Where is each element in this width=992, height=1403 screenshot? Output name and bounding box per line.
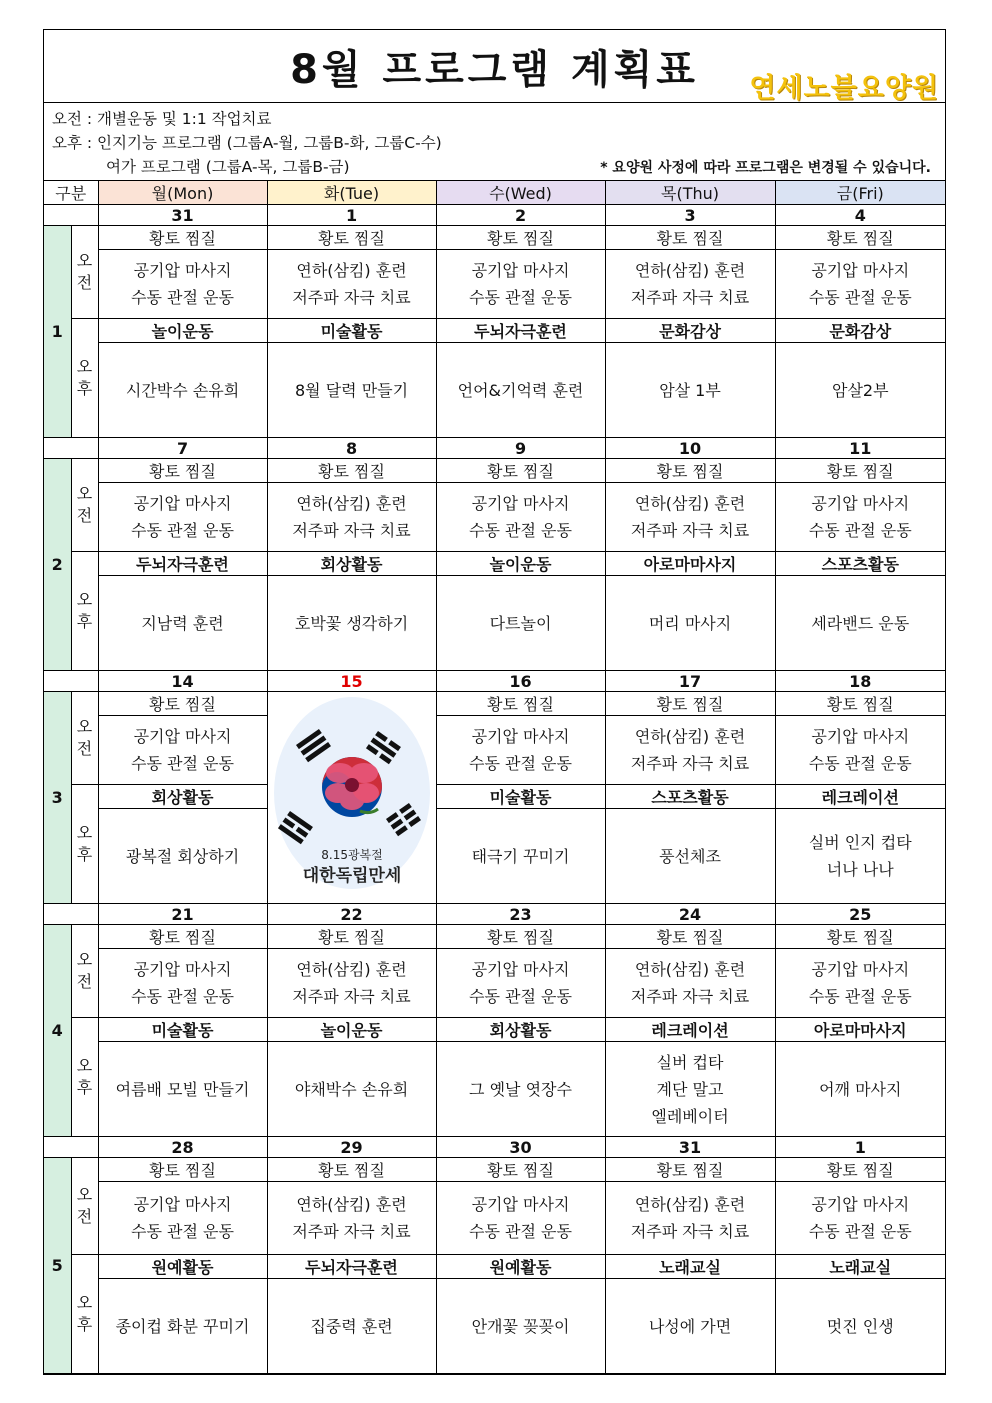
pm-label [71,552,98,671]
date-row [44,904,945,925]
am-activity-top: 황토 찜질 [98,1158,267,1182]
am-activity-top: 황토 찜질 [605,226,775,250]
date-cell: 1 [775,1137,945,1158]
am-activity-b: 수동 관절 운동 [808,1222,912,1241]
pm-detail-line: 시간박수 손유희 [125,380,240,400]
am-activities [436,483,605,552]
pm-detail-line: 암살2부 [831,380,889,400]
pm-program-detail [605,1279,775,1374]
am-activity-a: 연하(삼킴) 훈련 [296,960,407,979]
pm-detail-line: 호박꽃 생각하기 [294,613,409,633]
am-label-2: 전 [76,972,93,991]
am-activity-a: 연하(삼킴) 훈련 [296,1195,407,1214]
am-activity-top: 황토 찜질 [775,459,945,483]
pm-detail-line: 풍선체조 [659,846,721,866]
am-activities [605,483,775,552]
header-tue: 화(Tue) [267,181,436,205]
pm-detail-line: 실버 인지 컵타 [808,833,912,852]
am-activity-a: 공기압 마사지 [471,1195,570,1214]
date-cell: 3 [605,205,775,226]
header-fri: 금(Fri) [775,181,945,205]
am-activity-a: 연하(삼킴) 훈련 [634,960,746,979]
am-activities [436,949,605,1018]
date-cell: 17 [605,671,775,692]
am-activity-top: 황토 찜질 [267,925,436,949]
am-activity-top: 황토 찜질 [605,459,775,483]
date-row-spacer [44,904,98,925]
am-activity-b: 수동 관절 운동 [469,288,572,307]
am-activities [605,716,775,785]
holiday-caption-2: 대한독립만세 [302,866,401,886]
pm-program-detail [605,1042,775,1137]
am-label-2: 전 [76,506,93,525]
liberation-day-illustration [268,693,436,898]
am-activity-a: 공기압 마사지 [471,261,570,280]
pm-label-1: 오 [76,357,93,376]
am-activities [775,483,945,552]
pm-detail-line: 나성에 가면 [648,1316,732,1336]
date-row-spacer [44,671,98,692]
am-activity-top: 황토 찜질 [436,459,605,483]
am-activity-top: 황토 찜질 [775,226,945,250]
am-activity-a: 공기압 마사지 [811,960,910,979]
pm-detail-line: 실버 컵타 [656,1052,724,1072]
am-activity-b: 수동 관절 운동 [469,1222,572,1241]
pm-detail-line: 그 옛날 엿장수 [469,1079,572,1099]
am-activity-a: 공기압 마사지 [133,727,232,746]
am-activities [98,716,267,785]
pm-program-detail [436,576,605,671]
am-activity-a: 공기압 마사지 [133,494,232,513]
pm-detail-line: 머리 마사지 [648,613,732,633]
pm-program-detail [775,576,945,671]
am-label [71,226,98,319]
date-cell: 22 [267,904,436,925]
pm-program-title: 미술활동 [436,785,605,809]
date-cell: 29 [267,1137,436,1158]
week-number: 2 [44,459,71,671]
date-cell: 15 [267,671,436,692]
am-activity-a: 연하(삼킴) 훈련 [296,261,407,280]
am-label [71,925,98,1018]
pm-program-title: 문화감상 [605,319,775,343]
am-label-1: 오 [76,484,93,503]
pm-detail-line: 암살 1부 [659,380,721,400]
pm-program-detail [98,576,267,671]
date-cell: 14 [98,671,267,692]
header-mon: 월(Mon) [98,181,267,205]
am-activity-top: 황토 찜질 [267,459,436,483]
schedule-sheet [43,29,946,1375]
pm-detail-line: 야채박수 손유희 [294,1079,409,1099]
date-cell: 2 [436,205,605,226]
am-activities [267,1182,436,1255]
am-activity-b: 저주파 자극 치료 [630,288,750,307]
date-cell: 30 [436,1137,605,1158]
pm-program-title: 레크레이션 [775,785,945,809]
am-activity-b: 수동 관절 운동 [131,1222,234,1241]
am-activity-b: 수동 관절 운동 [131,288,234,307]
am-activity-b: 수동 관절 운동 [469,987,572,1006]
pm-detail-line: 종이컵 화분 꾸미기 [115,1316,250,1336]
pm-program-title: 놀이운동 [267,1018,436,1042]
pm-program-detail [605,343,775,438]
pm-detail-line: 계단 말고 [656,1079,724,1099]
am-activity-a: 공기압 마사지 [471,727,570,746]
am-label-2: 전 [76,1207,93,1226]
pm-program-title: 레크레이션 [605,1018,775,1042]
pm-program-title: 문화감상 [775,319,945,343]
am-label-1: 오 [76,251,93,270]
date-cell: 9 [436,438,605,459]
info-line-am: 오전 : 개별운동 및 1:1 작업치료 [52,110,272,128]
pm-program-detail [436,1042,605,1137]
pm-program-title: 회상활동 [436,1018,605,1042]
date-cell: 31 [98,205,267,226]
am-activities [267,250,436,319]
pm-program-detail [98,1042,267,1137]
info-line-pm: 오후 : 인지기능 프로그램 (그룹A-월, 그룹B-화, 그룹C-수) [52,134,442,152]
pm-program-title: 스포츠활동 [775,552,945,576]
date-cell: 21 [98,904,267,925]
pm-label-2: 후 [76,379,93,398]
pm-program-title: 놀이운동 [436,552,605,576]
am-activity-b: 수동 관절 운동 [808,754,912,773]
am-label [71,692,98,785]
am-activities [775,250,945,319]
header-wed: 수(Wed) [436,181,605,205]
header-thu: 목(Thu) [605,181,775,205]
pm-program-detail [267,343,436,438]
date-cell: 4 [775,205,945,226]
date-cell: 18 [775,671,945,692]
am-activity-b: 저주파 자극 치료 [630,987,750,1006]
am-activity-b: 수동 관절 운동 [808,521,912,540]
pm-label-2: 후 [76,845,93,864]
date-cell: 8 [267,438,436,459]
am-activities [605,250,775,319]
title-row [44,30,945,103]
organization-name: 연세노블요양원 [749,73,939,104]
am-activity-a: 공기압 마사지 [811,261,910,280]
week-number: 4 [44,925,71,1137]
am-activity-a: 공기압 마사지 [811,727,910,746]
pm-detail-line: 다트놀이 [489,613,552,633]
am-label-2: 전 [76,739,93,758]
pm-label [71,1018,98,1137]
am-activity-b: 수동 관절 운동 [131,754,234,773]
am-activity-a: 연하(삼킴) 훈련 [634,1195,746,1214]
pm-program-title: 두뇌자극훈련 [436,319,605,343]
am-activity-top: 황토 찜질 [775,925,945,949]
am-activity-b: 수동 관절 운동 [469,754,572,773]
pm-program-detail [775,343,945,438]
date-cell: 31 [605,1137,775,1158]
date-cell: 16 [436,671,605,692]
am-activity-top: 황토 찜질 [436,226,605,250]
pm-program-detail [267,1042,436,1137]
pm-label-2: 후 [76,1078,93,1097]
page-title: 8월 프로그램 계획표 [290,47,699,93]
pm-detail-line: 멋진 인생 [826,1316,894,1336]
am-activity-b: 수동 관절 운동 [131,521,234,540]
pm-detail-line: 지남력 훈련 [141,613,224,633]
pm-detail-line: 안개꽃 꽂꽂이 [471,1316,570,1336]
am-activities [436,716,605,785]
am-activity-top: 황토 찜질 [98,459,267,483]
date-cell: 23 [436,904,605,925]
pm-program-detail [775,1279,945,1374]
am-activities [436,250,605,319]
am-label-1: 오 [76,1185,93,1204]
pm-program-title: 놀이운동 [98,319,267,343]
am-activities [267,949,436,1018]
pm-program-detail [98,1279,267,1374]
am-activity-b: 수동 관절 운동 [469,521,572,540]
date-row [44,671,945,692]
pm-program-title: 원예활동 [98,1255,267,1279]
header-row [44,181,945,205]
info-block [44,103,945,181]
am-activity-top: 황토 찜질 [436,1158,605,1182]
date-row [44,205,945,226]
am-activities [98,1182,267,1255]
week-number: 5 [44,1158,71,1374]
pm-program-title: 아로마마사지 [605,552,775,576]
am-label-2: 전 [76,273,93,292]
pm-program-title: 원예활동 [436,1255,605,1279]
date-cell: 28 [98,1137,267,1158]
pm-program-detail [436,343,605,438]
am-activity-top: 황토 찜질 [98,226,267,250]
pm-program-title: 스포츠활동 [605,785,775,809]
am-activity-b: 저주파 자극 치료 [630,754,750,773]
am-activity-a: 공기압 마사지 [471,960,570,979]
am-activity-b: 저주파 자극 치료 [292,521,411,540]
am-label [71,1158,98,1255]
am-activity-a: 공기압 마사지 [133,261,232,280]
date-row-spacer [44,1137,98,1158]
pm-program-title: 회상활동 [98,785,267,809]
pm-label-1: 오 [76,1293,93,1312]
pm-program-detail [605,809,775,904]
am-activities [775,1182,945,1255]
am-activities [605,1182,775,1255]
pm-detail-line: 집중력 훈련 [310,1316,393,1336]
pm-label-1: 오 [76,590,93,609]
pm-detail-line: 세라밴드 운동 [811,613,910,633]
date-cell: 24 [605,904,775,925]
pm-detail-line: 엘레베이터 [651,1106,729,1126]
am-activity-b: 저주파 자극 치료 [630,1222,750,1241]
pm-program-detail [267,1279,436,1374]
date-row [44,438,945,459]
am-activities [605,949,775,1018]
week-number: 1 [44,226,71,438]
am-activity-b: 수동 관절 운동 [131,987,234,1006]
pm-program-detail [775,1042,945,1137]
date-row [44,1137,945,1158]
pm-program-title: 아로마마사지 [775,1018,945,1042]
am-activity-top: 황토 찜질 [605,692,775,716]
holiday-image [267,692,436,904]
am-label-1: 오 [76,717,93,736]
pm-program-detail [436,1279,605,1374]
pm-detail-line: 8월 달력 만들기 [294,380,409,400]
am-activities [98,250,267,319]
change-notice: * 요양원 사정에 따라 프로그램은 변경될 수 있습니다. [600,160,931,176]
date-cell: 25 [775,904,945,925]
pm-label-1: 오 [76,1056,93,1075]
pm-program-detail [605,576,775,671]
info-line-leisure: 여가 프로그램 (그룹A-목, 그룹B-금) [106,158,350,176]
am-activities [98,949,267,1018]
am-activity-a: 공기압 마사지 [811,494,910,513]
date-cell: 7 [98,438,267,459]
am-activities [775,949,945,1018]
am-activity-top: 황토 찜질 [605,925,775,949]
date-row-spacer [44,438,98,459]
pm-label [71,785,98,904]
am-activity-b: 저주파 자극 치료 [630,521,750,540]
am-label [71,459,98,552]
pm-detail-line: 여름배 모빌 만들기 [115,1079,250,1099]
am-activity-b: 저주파 자극 치료 [292,1222,411,1241]
pm-program-detail [267,576,436,671]
pm-label-2: 후 [76,612,93,631]
pm-program-detail [98,343,267,438]
am-activity-top: 황토 찜질 [98,925,267,949]
am-activity-top: 황토 찜질 [267,1158,436,1182]
am-activity-b: 수동 관절 운동 [808,288,912,307]
am-activity-a: 연하(삼킴) 훈련 [634,261,746,280]
pm-label-1: 오 [76,823,93,842]
am-activity-top: 황토 찜질 [605,1158,775,1182]
pm-program-title: 미술활동 [267,319,436,343]
am-activities [436,1182,605,1255]
pm-program-detail [436,809,605,904]
am-activities [98,483,267,552]
pm-label [71,319,98,438]
am-activity-a: 연하(삼킴) 훈련 [634,727,746,746]
am-activity-a: 공기압 마사지 [133,960,232,979]
date-row-spacer [44,205,98,226]
calendar-table [44,181,945,1374]
pm-program-title: 노래교실 [775,1255,945,1279]
am-activity-b: 수동 관절 운동 [808,987,912,1006]
pm-program-detail [775,809,945,904]
am-activity-a: 공기압 마사지 [811,1195,910,1214]
am-activity-top: 황토 찜질 [267,226,436,250]
am-activity-b: 저주파 자극 치료 [292,288,411,307]
pm-program-title: 미술활동 [98,1018,267,1042]
pm-program-title: 노래교실 [605,1255,775,1279]
pm-label-2: 후 [76,1315,93,1334]
am-activities [775,716,945,785]
pm-program-detail [98,809,267,904]
pm-program-title: 두뇌자극훈련 [267,1255,436,1279]
date-cell: 10 [605,438,775,459]
am-activity-top: 황토 찜질 [436,692,605,716]
am-activity-top: 황토 찜질 [98,692,267,716]
am-activity-a: 공기압 마사지 [133,1195,232,1214]
pm-program-title: 두뇌자극훈련 [98,552,267,576]
date-cell: 1 [267,205,436,226]
am-activity-b: 저주파 자극 치료 [292,987,411,1006]
header-gubun: 구분 [44,181,98,205]
am-activity-a: 연하(삼킴) 훈련 [634,494,746,513]
am-label-1: 오 [76,950,93,969]
holiday-caption-1: 8.15광복절 [320,848,383,862]
am-activities [267,483,436,552]
pm-program-title: 회상활동 [267,552,436,576]
pm-detail-line: 광복절 회상하기 [125,846,240,866]
pm-detail-line: 너나 나나 [826,860,894,879]
am-activity-top: 황토 찜질 [775,692,945,716]
am-activity-a: 연하(삼킴) 훈련 [296,494,407,513]
am-activity-a: 공기압 마사지 [471,494,570,513]
pm-detail-line: 언어&기억력 훈련 [457,380,584,400]
pm-detail-line: 태극기 꾸미기 [471,846,570,866]
pm-label [71,1255,98,1374]
week-number: 3 [44,692,71,904]
am-activity-top: 황토 찜질 [436,925,605,949]
am-activity-top: 황토 찜질 [775,1158,945,1182]
pm-detail-line: 어깨 마사지 [819,1079,902,1099]
date-cell: 11 [775,438,945,459]
